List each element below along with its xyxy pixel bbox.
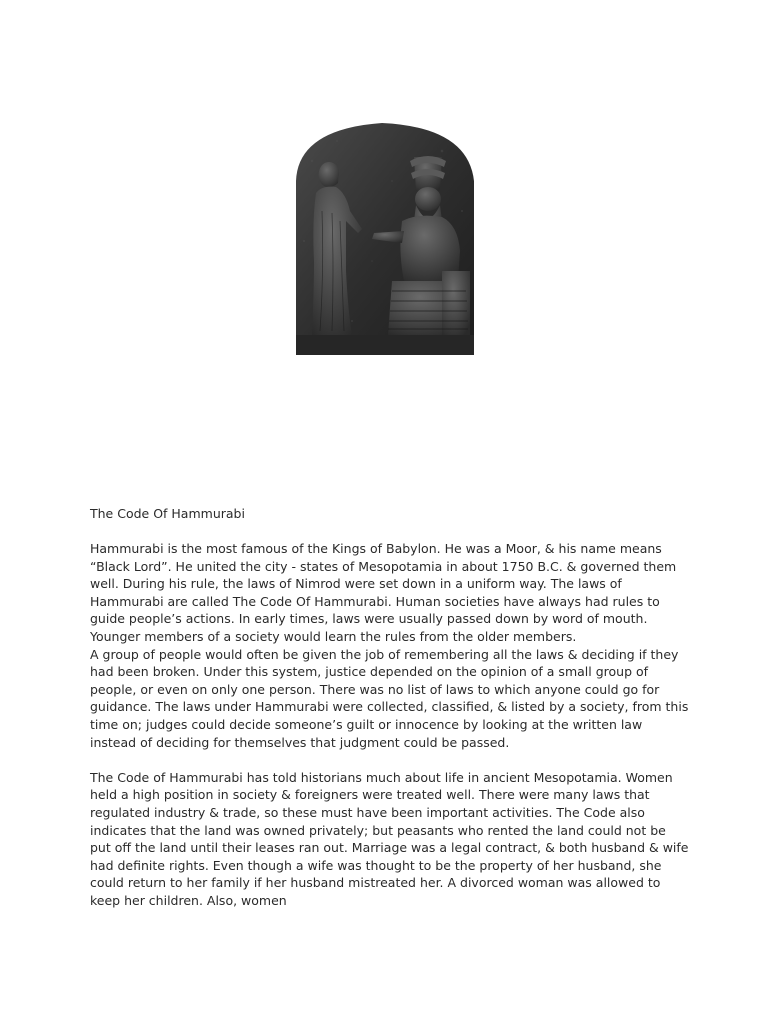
paragraph: The Code of Hammurabi has told historians much about life in ancient Mesopotamia. Women held a high position in society & foreigners were treated well. There were many laws that regulated industry & trade, so these must have been important activities. The Code also indicates that the land was owned privately; but peasants who rented the land could not be put off the land until their leases ran out. Marriage was a legal contract, & both husband & wife had definite rights. Even though a wife was thought to be the property of her husband, she could return to her family if her husband mistreated her. A divorced woman was allowed to keep her children. Also, women [90,769,689,908]
paragraph: Hammurabi is the most famous of the Kings of Babylon. He was a Moor, & his name means “Black Lord”. He united the city - states of Mesopotamia in about 1750 B.C. & governed them well. During his rule, the laws of Nimrod were set down in a uniform way. The laws of Hammurabi are called The Code Of Hammurabi. Human societies have always had rules to guide people’s actions. In early times, laws were usually passed down by word of mouth. Younger members of a society would learn the rules from the older members. [90,541,677,644]
document-title: The Code Of Hammurabi [90,506,245,521]
paragraph: A group of people would often be given the job of remembering all the laws & deciding if they had been broken. Under this system, justice depended on the opinion of a small group of people, or even on only one person. There was no list of laws to which anyone could go for guidance. The laws under Hammurabi were collected, classified, & listed by a society, from this time on; judges could decide someone’s guilt or innocence by looking at the written law instead of deciding for themselves that judgment could be passed. [90,646,689,750]
document-body [90,540,690,909]
hammurabi-stele-image [292,121,478,355]
